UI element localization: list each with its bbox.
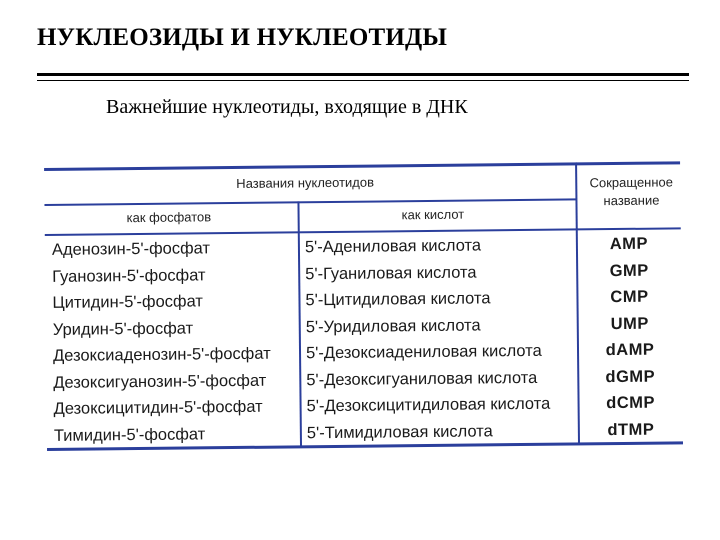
abbreviation: CMP	[610, 287, 649, 307]
header-as-phosphates: как фосфатов	[126, 209, 212, 226]
acid-name: 5'-Дезоксигуаниловая кислота	[306, 368, 538, 389]
acid-name: 5'-Тимидиловая кислота	[306, 421, 493, 442]
abbreviation: dTMP	[607, 420, 655, 439]
table-top-line	[44, 161, 680, 171]
table-header-divider	[44, 198, 576, 206]
acid-name: 5'-Уридиловая кислота	[305, 315, 481, 336]
abbreviation: GMP	[609, 261, 649, 280]
acid-name: 5'-Дезоксиадениловая кислота	[305, 341, 542, 363]
phosphate-name: Уридин-5'-фосфат	[52, 318, 194, 339]
title-rule-thick	[37, 73, 689, 76]
acid-name: 5'-Цитидиловая кислота	[305, 289, 491, 310]
table-body	[45, 232, 683, 451]
abbreviation: dGMP	[605, 367, 656, 386]
slide-subtitle: Важнейшие нуклеотиды, входящие в ДНК	[106, 96, 468, 118]
abbreviation: AMP	[609, 234, 649, 254]
phosphate-name: Тимидин-5'-фосфат	[53, 424, 206, 445]
slide-title: НУКЛЕОЗИДЫ И НУКЛЕОТИДЫ	[37, 24, 448, 51]
acid-name: 5'-Дезоксицитидиловая кислота	[306, 394, 551, 416]
phosphate-name: Гуанозин-5'-фосфат	[52, 265, 206, 286]
phosphate-name: Аденозин-5'-фосфат	[51, 239, 211, 259]
abbreviation: dCMP	[606, 393, 656, 413]
header-nucleotide-names: Названия нуклеотидов	[236, 174, 375, 191]
nucleotide-table	[44, 153, 685, 455]
header-abbreviation: Сокращенное название	[589, 174, 674, 209]
acid-name: 5'-Адениловая кислота	[304, 236, 482, 257]
table-row	[47, 418, 683, 451]
acid-name: 5'-Гуаниловая кислота	[305, 262, 477, 283]
abbreviation: UMP	[610, 314, 649, 333]
abbreviation: dAMP	[605, 340, 655, 360]
phosphate-name: Цитидин-5'-фосфат	[52, 292, 204, 312]
header-as-acids: как кислот	[401, 206, 465, 223]
phosphate-name: Дезоксицитидин-5'-фосфат	[53, 397, 263, 418]
phosphate-name: Дезоксигуанозин-5'-фосфат	[53, 371, 267, 392]
phosphate-name: Дезоксиаденозин-5'-фосфат	[52, 344, 271, 365]
title-rule-thin	[37, 80, 689, 81]
